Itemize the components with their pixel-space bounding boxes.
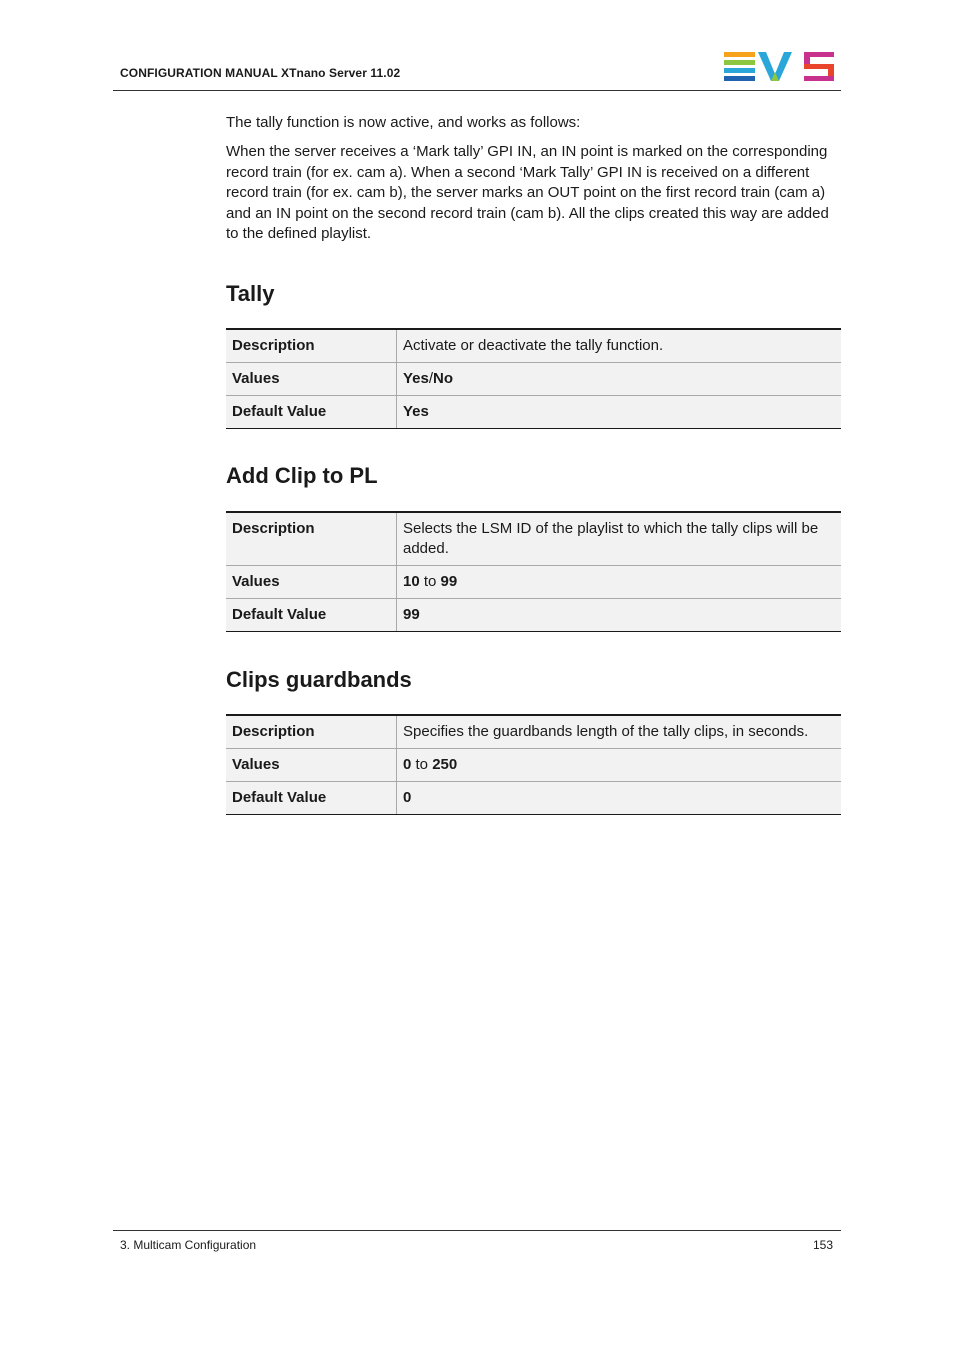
row-value (397, 363, 842, 396)
value-max: 99 (440, 573, 458, 590)
row-label: Values (226, 566, 397, 599)
default-value: 99 (403, 606, 420, 623)
value-separator: / (428, 370, 434, 387)
table-row-default (226, 599, 841, 632)
row-value (397, 396, 842, 429)
value-max: 250 (432, 756, 458, 773)
intro-paragraph-2: When the server receives a ‘Mark tally’ GPI IN, an IN point is marked on the corresponding record train (for ex. cam a). When a second ‘Mark Tally’ GPI IN is received on a different record train (for ex. cam b), the server marks an OUT point on the first record train (cam a) and an IN point on the second record train (cam b). All the clips created this way are added to the defined playlist. (226, 143, 829, 242)
row-label: Description (226, 715, 397, 749)
row-value: Selects the LSM ID of the playlist to which the tally clips will be added. (397, 512, 842, 566)
section-title-clips-guardbands: Clips guardbands (226, 667, 412, 692)
value-separator: to (419, 573, 441, 590)
value-max: No (433, 370, 454, 387)
table-row-values (226, 749, 841, 782)
table-row-default (226, 782, 841, 815)
row-value (397, 599, 842, 632)
row-value: Specifies the guardbands length of the tally clips, in seconds. (397, 715, 842, 749)
guardbands-parameter-table (226, 714, 841, 815)
row-label: Description (226, 329, 397, 363)
row-value (397, 749, 842, 782)
value-separator: to (411, 756, 433, 773)
evs-logo (724, 52, 836, 82)
row-label: Default Value (226, 599, 397, 632)
table-row-description (226, 512, 841, 566)
default-value: 0 (403, 789, 412, 806)
page-number: 153 (813, 1238, 834, 1252)
default-value: Yes (403, 403, 429, 420)
table-row-values (226, 363, 841, 396)
running-header-title: CONFIGURATION MANUAL XTnano Server 11.02 (120, 66, 401, 80)
footer-rule (113, 1230, 841, 1231)
row-label: Values (226, 749, 397, 782)
intro-paragraph-1: The tally function is now active, and works as follows: (226, 114, 581, 131)
table-row-default (226, 396, 841, 429)
row-value: Activate or deactivate the tally function. (397, 329, 842, 363)
value-min: Yes (403, 370, 429, 387)
add-clip-parameter-table (226, 511, 841, 632)
value-min: 0 (403, 756, 412, 773)
table-row-description (226, 329, 841, 363)
row-label: Description (226, 512, 397, 566)
table-row-description (226, 715, 841, 749)
table-row-values (226, 566, 841, 599)
header-rule (113, 90, 841, 91)
row-value (397, 782, 842, 815)
row-label: Values (226, 363, 397, 396)
footer-chapter: 3. Multicam Configuration (120, 1238, 257, 1252)
tally-parameter-table (226, 328, 841, 429)
row-label: Default Value (226, 396, 397, 429)
row-value (397, 566, 842, 599)
section-title-tally: Tally (226, 281, 275, 306)
row-label: Default Value (226, 782, 397, 815)
section-title-add-clip-to-pl: Add Clip to PL (226, 463, 378, 488)
value-min: 10 (403, 573, 420, 590)
